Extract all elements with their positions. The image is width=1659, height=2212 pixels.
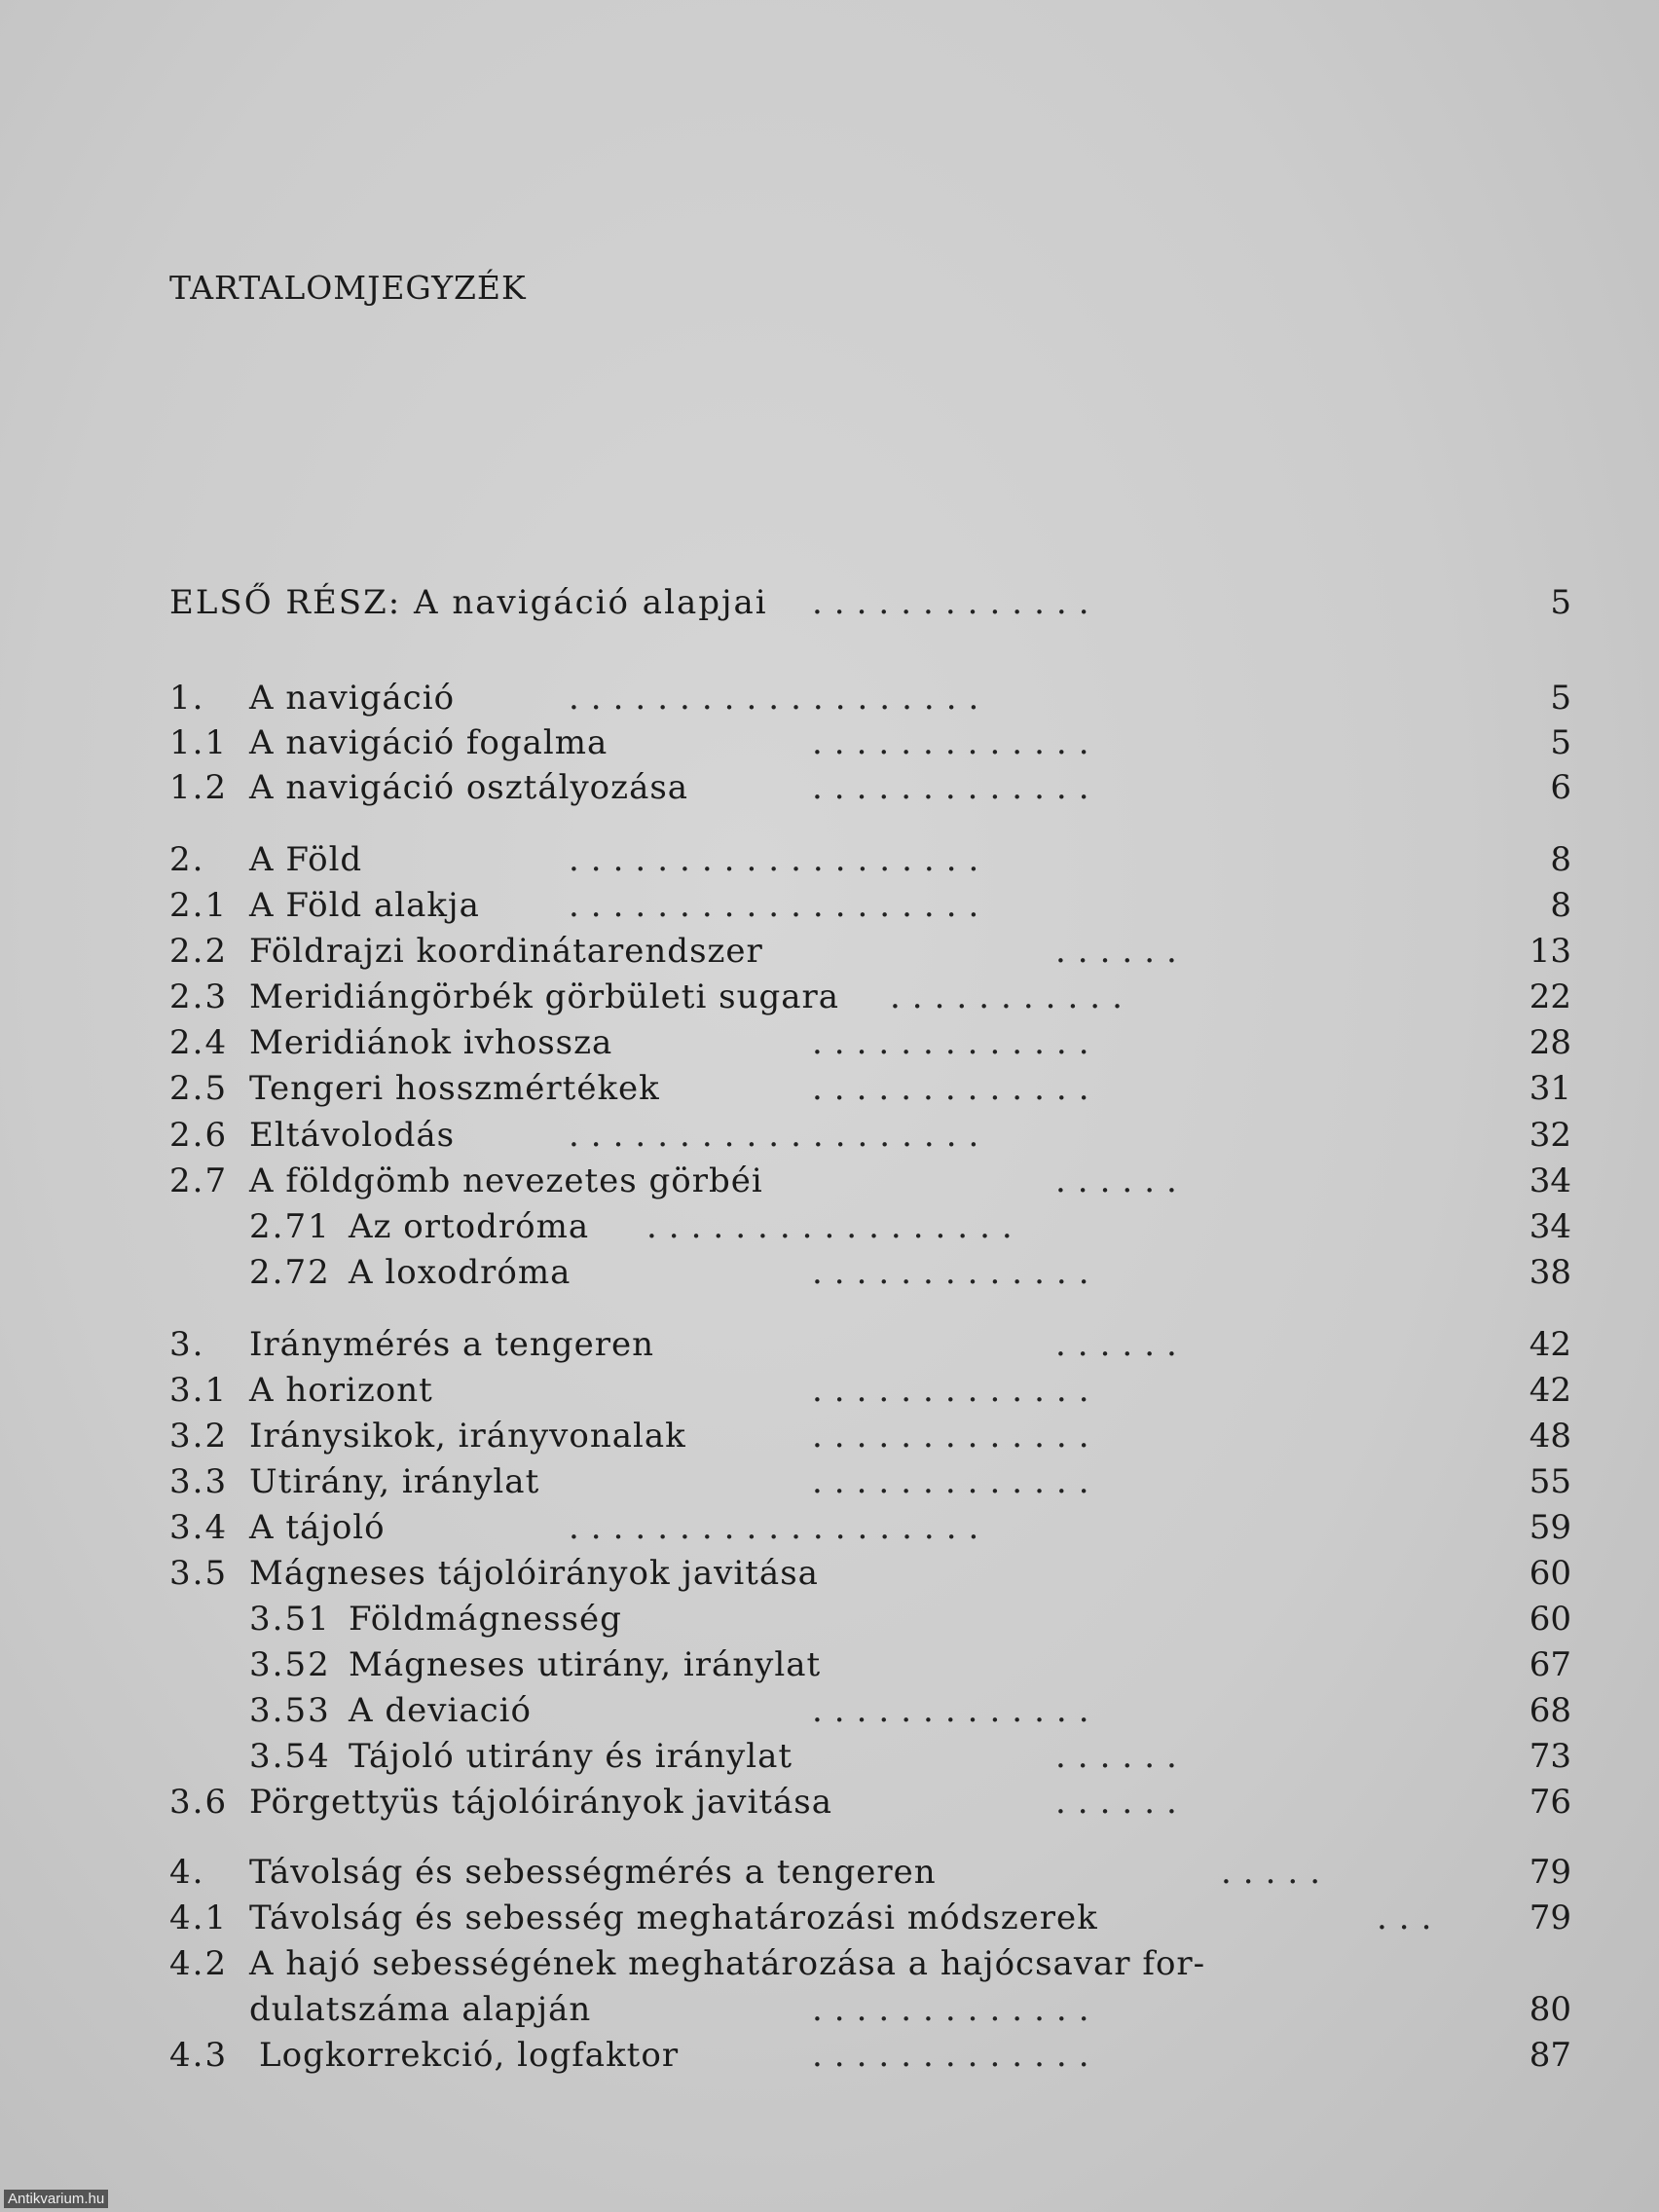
toc-entry-number: 3.1 <box>169 1371 229 1410</box>
leader-dots: ............. <box>812 723 1101 762</box>
toc-entry-text: Mágneses tájolóirányok javitása <box>249 1554 819 1593</box>
toc-entry <box>169 676 1571 720</box>
toc-entry-text: Utirány, iránylat <box>249 1462 540 1501</box>
leader-dots: ................... <box>569 840 991 879</box>
leader-dots: ................... <box>569 886 991 925</box>
toc-entry <box>169 1941 1571 1986</box>
toc-page-number: 48 <box>1529 1417 1571 1456</box>
leader-dots: ............. <box>812 2036 1101 2075</box>
toc-entry <box>169 1642 1571 1687</box>
toc-entry-text: Iránymérés a tengeren <box>249 1325 654 1364</box>
leader-dots: ................... <box>569 1116 991 1155</box>
toc-entry-text: Távolság és sebesség meghatározási módszerek <box>249 1899 1098 1937</box>
toc-entry-number: 2. <box>169 840 205 879</box>
toc-entry-number: 3.3 <box>169 1462 229 1501</box>
toc-entry-text: Pörgettyüs tájolóirányok javitása <box>249 1783 833 1822</box>
leader-dots: ... <box>1377 1899 1444 1937</box>
toc-page-number: 8 <box>1550 840 1571 879</box>
toc-entry <box>169 975 1571 1019</box>
toc-entry-number: 3.5 <box>169 1554 229 1593</box>
toc-entry <box>169 1734 1571 1779</box>
toc-entry <box>169 1113 1571 1158</box>
leader-dots: ............. <box>812 583 1101 622</box>
toc-entry <box>169 837 1571 882</box>
toc-entry-text: A Föld <box>249 840 363 879</box>
toc-entry-number: 3.54 <box>249 1737 331 1776</box>
toc-page-number: 5 <box>1550 679 1571 718</box>
leader-dots: ............. <box>812 1069 1101 1108</box>
leader-dots: ............. <box>812 1371 1101 1410</box>
toc-page-number: 5 <box>1550 583 1571 622</box>
toc-entry <box>169 1020 1571 1065</box>
toc-page-number: 13 <box>1529 932 1571 971</box>
toc-entry <box>169 929 1571 974</box>
leader-dots: ........... <box>890 977 1134 1016</box>
toc-page-number: 76 <box>1529 1783 1571 1822</box>
toc-page-number: 79 <box>1529 1853 1571 1892</box>
toc-entry <box>169 1250 1571 1295</box>
toc-entry <box>169 1688 1571 1733</box>
toc-entry-text: Eltávolodás <box>249 1116 456 1155</box>
toc-entry-number: 2.7 <box>169 1161 229 1200</box>
toc-entry-number: 4. <box>169 1853 205 1892</box>
toc-entry <box>169 1414 1571 1458</box>
toc-entry-text: Iránysikok, irányvonalak <box>249 1417 686 1456</box>
toc-entry-text: A horizont <box>249 1371 433 1410</box>
toc-entry <box>169 1459 1571 1504</box>
toc-page-number: 42 <box>1529 1325 1571 1364</box>
toc-page-number: 28 <box>1529 1023 1571 1062</box>
toc-entry <box>169 2033 1571 2078</box>
leader-dots: ..... <box>1221 1853 1333 1892</box>
toc-entry <box>169 720 1571 765</box>
toc-entry-text: Logkorrekció, logfaktor <box>259 2036 680 2075</box>
toc-entry-number: 1. <box>169 679 205 718</box>
leader-dots: ...... <box>1055 1737 1189 1776</box>
toc-page-number: 5 <box>1550 723 1571 762</box>
toc-entry <box>169 1551 1571 1596</box>
page-title: TARTALOMJEGYZÉK <box>169 269 527 307</box>
toc-entry-text: A navigáció <box>249 679 456 718</box>
toc-entry-text: dulatszáma alapján <box>249 1990 592 2029</box>
leader-dots: ................... <box>569 679 991 718</box>
toc-entry-number: 2.1 <box>169 886 229 925</box>
toc-entry-text: Tengeri hosszmértékek <box>249 1069 660 1108</box>
toc-entry-text: A tájoló <box>249 1508 386 1547</box>
toc-entry <box>169 1368 1571 1413</box>
toc-entry-number: 2.4 <box>169 1023 229 1062</box>
toc-entry-text: Földmágnesség <box>349 1600 622 1639</box>
toc-page-number: 80 <box>1529 1990 1571 2029</box>
toc-page-number: 87 <box>1529 2036 1571 2075</box>
toc-entry <box>169 1505 1571 1550</box>
toc-entry <box>169 1896 1571 1940</box>
toc-page-number: 31 <box>1529 1069 1571 1108</box>
watermark: Antikvarium.hu <box>4 2190 108 2208</box>
toc-entry-number: 2.6 <box>169 1116 229 1155</box>
toc-entry-text: Az ortodróma <box>349 1207 590 1246</box>
toc-entry <box>169 1066 1571 1111</box>
toc-entry-text: A navigáció fogalma <box>249 723 608 762</box>
toc-entry-text: A loxodróma <box>349 1253 571 1292</box>
toc-entry-number: 3.4 <box>169 1508 229 1547</box>
toc-page-number: 59 <box>1529 1508 1571 1547</box>
toc-entry <box>169 883 1571 928</box>
toc-entry-text: A földgömb nevezetes görbéi <box>249 1161 763 1200</box>
leader-dots: ............. <box>812 1023 1101 1062</box>
toc-page-number: 79 <box>1529 1899 1571 1937</box>
leader-dots: ............. <box>812 1253 1101 1292</box>
toc-entry-text: A deviació <box>349 1691 532 1730</box>
toc-page-number: 6 <box>1550 768 1571 807</box>
toc-entry-number: 2.72 <box>249 1253 331 1292</box>
leader-dots: ............. <box>812 1691 1101 1730</box>
toc-entry-number: 3.2 <box>169 1417 229 1456</box>
toc-page-number: 60 <box>1529 1554 1571 1593</box>
toc-entry-text: Meridiánok ivhossza <box>249 1023 613 1062</box>
toc-entry-number: 1.1 <box>169 723 229 762</box>
toc-entry-number: 2.71 <box>249 1207 331 1246</box>
leader-dots: ............. <box>812 1462 1101 1501</box>
toc-entry-text: Mágneses utirány, iránylat <box>349 1645 822 1684</box>
toc-entry-number: 1.2 <box>169 768 229 807</box>
toc-entry-text: A hajó sebességének meghatározása a hajócsavar for- <box>249 1944 1206 1983</box>
toc-page-number: 68 <box>1529 1691 1571 1730</box>
toc-entry-number: 2.2 <box>169 932 229 971</box>
toc-entry-number: 4.3 <box>169 2036 229 2075</box>
toc-entry <box>169 1159 1571 1203</box>
toc-page-number: 73 <box>1529 1737 1571 1776</box>
leader-dots: ...... <box>1055 1161 1189 1200</box>
toc-page-number: 22 <box>1529 977 1571 1016</box>
toc-page-number: 60 <box>1529 1600 1571 1639</box>
toc-entry-text: Meridiángörbék görbületi sugara <box>249 977 840 1016</box>
leader-dots: ...... <box>1055 1325 1189 1364</box>
toc-entry-text: Tájoló utirány és iránylat <box>349 1737 793 1776</box>
toc-entry-text: A navigáció osztályozása <box>249 768 689 807</box>
toc-page-number: 32 <box>1529 1116 1571 1155</box>
toc-page-number: 8 <box>1550 886 1571 925</box>
toc-entry-number: 3.6 <box>169 1783 229 1822</box>
toc-entry <box>169 1850 1571 1895</box>
toc-entry-number: 2.3 <box>169 977 229 1016</box>
toc-entry-number: 3. <box>169 1325 205 1364</box>
leader-dots: ............. <box>812 1417 1101 1456</box>
toc-entry-text: Földrajzi koordinátarendszer <box>249 932 763 971</box>
leader-dots: ............. <box>812 768 1101 807</box>
toc-entry-number: 3.53 <box>249 1691 331 1730</box>
leader-dots: ................. <box>646 1207 1024 1246</box>
toc-page-number: 34 <box>1529 1161 1571 1200</box>
toc-entry-number: 3.52 <box>249 1645 331 1684</box>
leader-dots: ...... <box>1055 1783 1189 1822</box>
leader-dots: ............. <box>812 1990 1101 2029</box>
toc-page-number: 55 <box>1529 1462 1571 1501</box>
toc-part-heading <box>169 580 1571 625</box>
toc-page-number: 67 <box>1529 1645 1571 1684</box>
toc-page-number: 38 <box>1529 1253 1571 1292</box>
toc-entry <box>169 1780 1571 1825</box>
toc-entry <box>169 1204 1571 1249</box>
leader-dots: ................... <box>569 1508 991 1547</box>
toc-entry-text: ELSŐ RÉSZ: A navigáció alapjai <box>169 583 768 622</box>
toc-entry-number: 4.2 <box>169 1944 229 1983</box>
toc-entry-number: 4.1 <box>169 1899 229 1937</box>
toc-entry-number: 3.51 <box>249 1600 331 1639</box>
toc-entry-text: Távolság és sebességmérés a tengeren <box>249 1853 937 1892</box>
toc-page-number: 34 <box>1529 1207 1571 1246</box>
toc-entry-text: A Föld alakja <box>249 886 480 925</box>
toc-entry <box>169 1322 1571 1367</box>
leader-dots: ...... <box>1055 932 1189 971</box>
toc-entry-number: 2.5 <box>169 1069 229 1108</box>
toc-entry <box>169 1987 1571 2032</box>
toc-entry <box>169 1597 1571 1641</box>
toc-entry <box>169 765 1571 810</box>
toc-page-number: 42 <box>1529 1371 1571 1410</box>
